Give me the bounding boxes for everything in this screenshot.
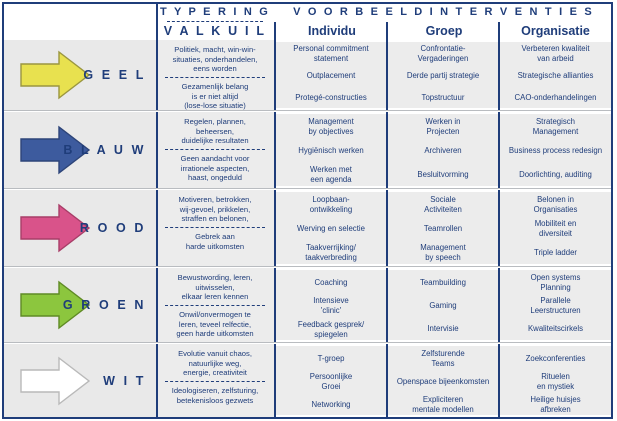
individu-intervention-line: Personal commitment [293,44,369,53]
individu-cell [276,42,386,108]
groep-intervention-line: Teams [431,358,455,368]
groep-divider [386,190,388,266]
groep-intervention [388,324,498,334]
groep-divider [386,40,388,110]
header-column-organisatie: Organisatie [521,24,590,38]
organisatie-intervention-line: van arbeid [537,53,574,63]
arrow-icon-wit [19,356,91,406]
groep-divider [386,112,388,188]
groep-cell [388,114,498,186]
individu-intervention-line: Management [308,117,354,126]
valkuil-divider [156,344,158,417]
valkuil-dashed-separator [165,305,265,306]
groep-cell [388,270,498,340]
individu-divider [274,40,276,110]
groep-intervention [388,301,498,311]
individu-intervention-line: Werken met [310,165,352,174]
organisatie-intervention [500,117,611,137]
individu-intervention-line: Persoonlijke [309,372,353,381]
organisatie-intervention [500,324,611,334]
organisatie-intervention [500,273,611,293]
valkuil-pitfall-text [160,386,270,405]
groep-intervention-line: Intervisie [427,324,459,333]
organisatie-intervention-line: Leerstructuren [530,305,581,315]
individu-intervention-line: Taakverrijking/ [306,243,356,252]
arrow-shape [19,50,91,100]
individu-intervention-line: spiegelen [314,329,348,339]
groep-intervention [388,170,498,180]
individu-intervention [276,93,386,103]
organisatie-cell [500,346,611,415]
valkuil-divider [156,112,158,188]
organisatie-cell [500,192,611,264]
groep-cell [388,42,498,108]
individu-intervention [276,243,386,263]
table-header [4,4,611,40]
organisatie-intervention-line: Parallele [540,296,571,305]
valkuil-pitfall-line: is er niet altijd [191,91,239,101]
valkuil-typering-line: eens worden [193,64,237,74]
arrow-icon-geel [19,50,91,100]
individu-intervention-line: een agenda [310,174,352,184]
organisatie-intervention-line: CAO-onderhandelingen [514,93,597,102]
groep-intervention-line: Topstructuur [421,93,465,102]
header-column-individu: Individu [308,24,356,38]
individu-intervention [276,296,386,316]
individu-cell [276,114,386,186]
valkuil-pitfall-line: irrationele aspecten, [180,163,250,173]
groep-intervention-line: Vergaderingen [417,53,469,63]
row-color-name: B L A U W [63,143,146,157]
organisatie-intervention-line: Management [532,126,579,136]
row-label-cell [4,40,156,110]
table-row [4,40,611,110]
table-border-bottom [2,417,613,419]
individu-divider [274,344,276,417]
header-column-groep: Groep [425,24,463,38]
organisatie-intervention-line: Triple ladder [533,248,578,257]
individu-intervention [276,165,386,185]
organisatie-cell [500,270,611,340]
groep-intervention-line: Expliciteren [422,395,464,404]
valkuil-typering-line: energie, creativiteit [183,368,247,378]
row-color-name: W I T [103,373,146,388]
valkuil-divider [156,190,158,266]
groep-intervention [388,93,498,103]
organisatie-intervention [500,170,611,180]
table-row [4,112,611,188]
valkuil-typering-line: Regelen, plannen, [184,117,246,126]
groep-intervention [388,117,498,137]
valkuil-cell [156,40,274,110]
organisatie-divider [498,190,500,266]
valkuil-pitfall-line: Onwil/onvermogen te [179,310,251,320]
groep-intervention [388,377,498,387]
valkuil-typering-line: Bewustwording, leren, [177,273,253,282]
groep-intervention [388,278,498,288]
individu-intervention-line: Protegé-constructies [295,93,367,102]
valkuil-typering-line: situaties, onderhandelen, [172,54,258,64]
valkuil-dashed-separator [165,149,265,150]
individu-intervention [276,278,386,288]
individu-intervention [276,146,386,156]
organisatie-intervention-line: Doorlichting, auditing [519,170,592,179]
header-title-voorbeeldinterventies: V O O R B E E L D I N T E R V E N T I E S [293,6,594,18]
individu-cell [276,192,386,264]
table-row [4,268,611,342]
valkuil-dashed-separator [165,381,265,382]
groep-intervention-line: Management [420,243,466,252]
valkuil-typering-line: elkaar leren kennen [181,292,249,302]
groep-intervention-line: mentale modellen [412,404,474,414]
valkuil-cell [156,268,274,342]
valkuil-cell [156,344,274,417]
groep-intervention-line: Sociale [430,195,456,204]
valkuil-divider [156,268,158,342]
groep-intervention [388,146,498,156]
organisatie-divider [498,112,500,188]
valkuil-typering-text [160,349,270,378]
row-label-cell [4,268,156,342]
organisatie-intervention [500,146,611,156]
valkuil-typering-line: straffen en belonen, [181,214,249,224]
valkuil-typering-text [160,45,270,74]
groep-intervention-line: Gaming [429,301,457,310]
organisatie-intervention-line: Strategisch [535,117,575,126]
groep-intervention-line: Teamrollen [423,224,463,233]
individu-intervention-line: by objectives [308,126,354,136]
row-separator [4,188,611,189]
groep-intervention-line: by speech [425,252,461,262]
individu-intervention-line: Werving en selectie [297,224,365,233]
valkuil-pitfall-line: betekenisloos gezwets [176,395,254,405]
individu-intervention [276,117,386,137]
organisatie-intervention-line: afbreken [540,404,571,414]
individu-intervention [276,320,386,340]
organisatie-intervention-line: Heilige huisjes [530,395,581,404]
row-color-name: G R O E N [62,298,146,312]
valkuil-pitfall-line: haast, ongeduld [187,173,243,183]
valkuil-typering-line: natuurlijke weg, [188,358,242,368]
individu-divider [274,268,276,342]
groep-intervention [388,243,498,263]
valkuil-pitfall-line: harde uitkomsten [185,241,245,251]
groep-cell [388,346,498,415]
groep-cell [388,192,498,264]
groep-intervention-line: Confrontatie- [420,44,466,53]
valkuil-typering-text [160,195,270,224]
individu-intervention [276,44,386,64]
individu-intervention-line: Outplacement [306,71,356,80]
individu-intervention-line: statement [313,53,349,63]
valkuil-cell [156,190,274,266]
groep-intervention-line: Openspace bijeenkomsten [396,377,490,386]
valkuil-typering-line: wij-gevoel, prikkelen, [179,204,251,214]
groep-intervention [388,349,498,369]
valkuil-pitfall-text [160,154,270,183]
organisatie-divider [498,268,500,342]
valkuil-pitfall-line: Geen aandacht voor [180,154,250,164]
groep-divider [386,268,388,342]
table-row [4,344,611,417]
organisatie-cell [500,114,611,186]
row-label-cell [4,112,156,188]
arrow-shape [19,356,91,406]
organisatie-cell [500,42,611,108]
organisatie-intervention-line: Open systems [530,273,581,282]
table-border-right [611,2,613,419]
valkuil-typering-text [160,273,270,302]
individu-cell [276,270,386,340]
organisatie-intervention-line: Planning [540,282,571,292]
organisatie-intervention [500,93,611,103]
valkuil-typering-line: Evolutie vanuit chaos, [178,349,252,358]
organisatie-intervention [500,195,611,215]
individu-divider [274,112,276,188]
valkuil-typering-line: uitwisselen, [195,282,235,292]
header-title-typering: T Y P E R I N G [159,6,271,18]
organisatie-intervention-line: Rituelen [541,372,570,381]
individu-intervention [276,71,386,81]
organisatie-intervention-line: Mobiliteit en [534,219,577,228]
individu-intervention-line: Feedback gesprek/ [297,320,365,329]
individu-intervention-line: taakverbreding [305,252,357,262]
organisatie-divider [498,344,500,417]
valkuil-divider [156,40,158,110]
valkuil-typering-line: Motiveren, betrokken, [178,195,252,204]
valkuil-pitfall-line: geen harde uitkomsten [176,329,254,339]
groep-intervention [388,195,498,215]
valkuil-pitfall-line: (lose-lose situatie) [184,101,246,111]
valkuil-typering-line: Politiek, macht, win-win- [174,45,256,54]
individu-intervention-line: Groei [321,381,341,391]
organisatie-intervention-line: Verbeteren kwaliteit [521,44,590,53]
groep-intervention-line: Zelfsturende [421,349,465,358]
valkuil-dashed-separator [165,227,265,228]
organisatie-intervention-line: en mystiek [536,381,575,391]
valkuil-typering-text [160,117,270,146]
valkuil-pitfall-line: Gebrek aan [195,232,235,242]
groep-intervention-line: Teambuilding [420,278,466,287]
individu-intervention-line: Hygiënisch werken [298,146,364,155]
individu-intervention [276,400,386,410]
groep-intervention-line: Derde partij strategie [406,71,480,80]
organisatie-intervention [500,372,611,392]
individu-divider [274,190,276,266]
row-separator [4,110,611,111]
groep-intervention [388,395,498,415]
valkuil-pitfall-text [160,232,270,251]
groep-intervention-line: Activiteiten [424,204,462,214]
individu-intervention-line: 'clinic' [320,305,342,315]
individu-intervention-line: T-groep [317,354,345,363]
groep-intervention-line: Archiveren [424,146,462,155]
individu-intervention [276,195,386,215]
valkuil-dashed-separator [165,77,265,78]
individu-intervention-line: Loopbaan- [312,195,350,204]
groep-intervention-line: Projecten [426,126,460,136]
valkuil-cell [156,112,274,188]
valkuil-pitfall-text [160,82,270,111]
organisatie-intervention-line: Belonen in [537,195,574,204]
individu-intervention [276,224,386,234]
row-label-cell [4,190,156,266]
valkuil-pitfall-line: Gezamenlijk belang [181,82,249,92]
organisatie-divider [498,40,500,110]
individu-intervention-line: Networking [311,400,351,409]
organisatie-intervention [500,71,611,81]
organisatie-intervention-line: Strategische allianties [517,71,594,80]
organisatie-intervention [500,248,611,258]
groep-intervention [388,44,498,64]
row-separator [4,266,611,267]
organisatie-intervention-line: Organisaties [533,204,578,214]
organisatie-intervention-line: Kwaliteitscirkels [527,324,584,333]
groep-intervention-line: Besluitvorming [417,170,469,179]
organisatie-intervention-line: Zoekconferenties [525,354,586,363]
row-color-name: R O O D [79,221,146,235]
organisatie-intervention [500,296,611,316]
header-column-valkuil: V A L K U I L [163,24,267,38]
organisatie-intervention [500,44,611,64]
groep-intervention [388,224,498,234]
table-row [4,190,611,266]
individu-intervention-line: ontwikkeling [309,204,353,214]
organisatie-intervention [500,354,611,364]
valkuil-typering-line: duidelijke resultaten [181,136,249,146]
groep-divider [386,344,388,417]
groep-intervention-line: Werken in [425,117,461,126]
individu-cell [276,346,386,415]
valkuil-pitfall-line: leren, teveel relfectie, [178,319,252,329]
row-color-name: G E E L [83,68,146,82]
individu-intervention [276,354,386,364]
valkuil-pitfall-line: Ideologiseren, zelfsturing, [171,386,259,396]
valkuil-pitfall-text [160,310,270,339]
organisatie-intervention [500,219,611,239]
individu-intervention-line: Coaching [314,278,348,287]
individu-intervention-line: Intensieve [313,296,349,305]
organisatie-intervention-line: Business process redesign [508,146,603,155]
row-label-cell [4,344,156,417]
valkuil-typering-line: beheersen, [196,126,234,136]
organisatie-intervention [500,395,611,415]
row-separator [4,342,611,343]
organisatie-intervention-line: diversiteit [539,228,572,238]
groep-intervention [388,71,498,81]
individu-intervention [276,372,386,392]
